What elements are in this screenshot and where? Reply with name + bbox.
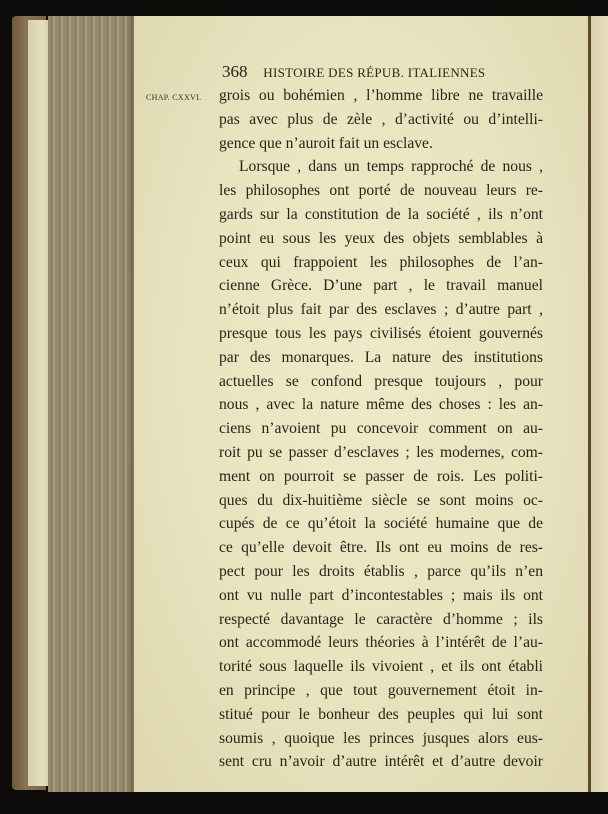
running-header — [222, 62, 542, 82]
text-line: soumis , quoique les princes jusques alors eus- — [219, 729, 543, 747]
text-line: sent cru n’avoir d’autre intérêt et d’autre devoir — [219, 753, 543, 771]
running-title: HISTOIRE DES RÉPUB. ITALIENNES — [263, 65, 486, 80]
text-line: actuelles se confond presque toujours , pour — [219, 372, 543, 390]
text-line: grois ou bohémien , l’homme libre ne travaille — [219, 87, 543, 104]
text-line: cienne Grèce. D’une part , le travail manuel — [219, 277, 543, 295]
text-line: pas avec plus de zèle , d’activité ou d’intelli- — [219, 110, 543, 128]
text-line: ce qu’elle devoit être. Ils ont eu moins de res- — [219, 539, 543, 557]
text-line: point eu sous les yeux des objets semblables à — [219, 229, 543, 247]
text-line: gards sur la constitution de la société , ils n’ont — [219, 205, 543, 223]
page-block-edges — [48, 16, 134, 792]
text-line: ont accommodé leurs théories à l’intérêt de l’au- — [219, 634, 543, 652]
text-line: n’étoit plus fait par des esclaves ; d’autre part , — [219, 301, 543, 319]
text-line: pect pour les droits établis , parce qu’ils n’en — [219, 562, 543, 580]
text-line: Lorsque , dans un temps rapproché de nous , — [239, 158, 543, 176]
text-line: ment on pourroit se passer de rois. Les politi- — [219, 467, 543, 485]
text-line: gence que n’auroit fait un esclave. — [219, 134, 433, 152]
body-text — [219, 84, 543, 774]
text-line: nous , avec la nature même des choses : les an- — [219, 396, 543, 414]
text-line: respecté davantage le caractère d’homme ; ils — [219, 610, 543, 628]
text-line: roit pu se passer d’esclaves ; les modernes, com- — [219, 443, 543, 461]
text-line: en principe , que tout gouvernement étoit in- — [219, 681, 543, 699]
text-line: ceux qui frappoient les philosophes de l’an- — [219, 253, 543, 271]
text-line: ont vu nulle part d’incontestables ; mais ils ont — [219, 586, 543, 604]
facing-page-edge — [591, 16, 608, 792]
text-line: stitué pour le bonheur des peuples qui lui sont — [219, 705, 543, 723]
text-line: cupés de ce qu’étoit la société humaine que de — [219, 515, 543, 533]
text-line: ciens n’avoient pu concevoir comment on au- — [219, 420, 543, 438]
page-number: 368 — [222, 62, 248, 81]
text-line: par des monarques. La nature des institutions — [219, 348, 543, 366]
text-line: torité sous laquelle ils vivoient , et ils ont établi — [219, 658, 543, 676]
text-line: les philosophes ont porté de nouveau leurs re- — [219, 182, 543, 200]
text-line: ques du dix-huitième siècle se sont moins oc- — [219, 491, 543, 509]
chapter-marginal-note: CHAP. CXXVI. — [146, 93, 202, 102]
text-line: presque tous les pays civilisés étoient gouvernés — [219, 324, 543, 342]
